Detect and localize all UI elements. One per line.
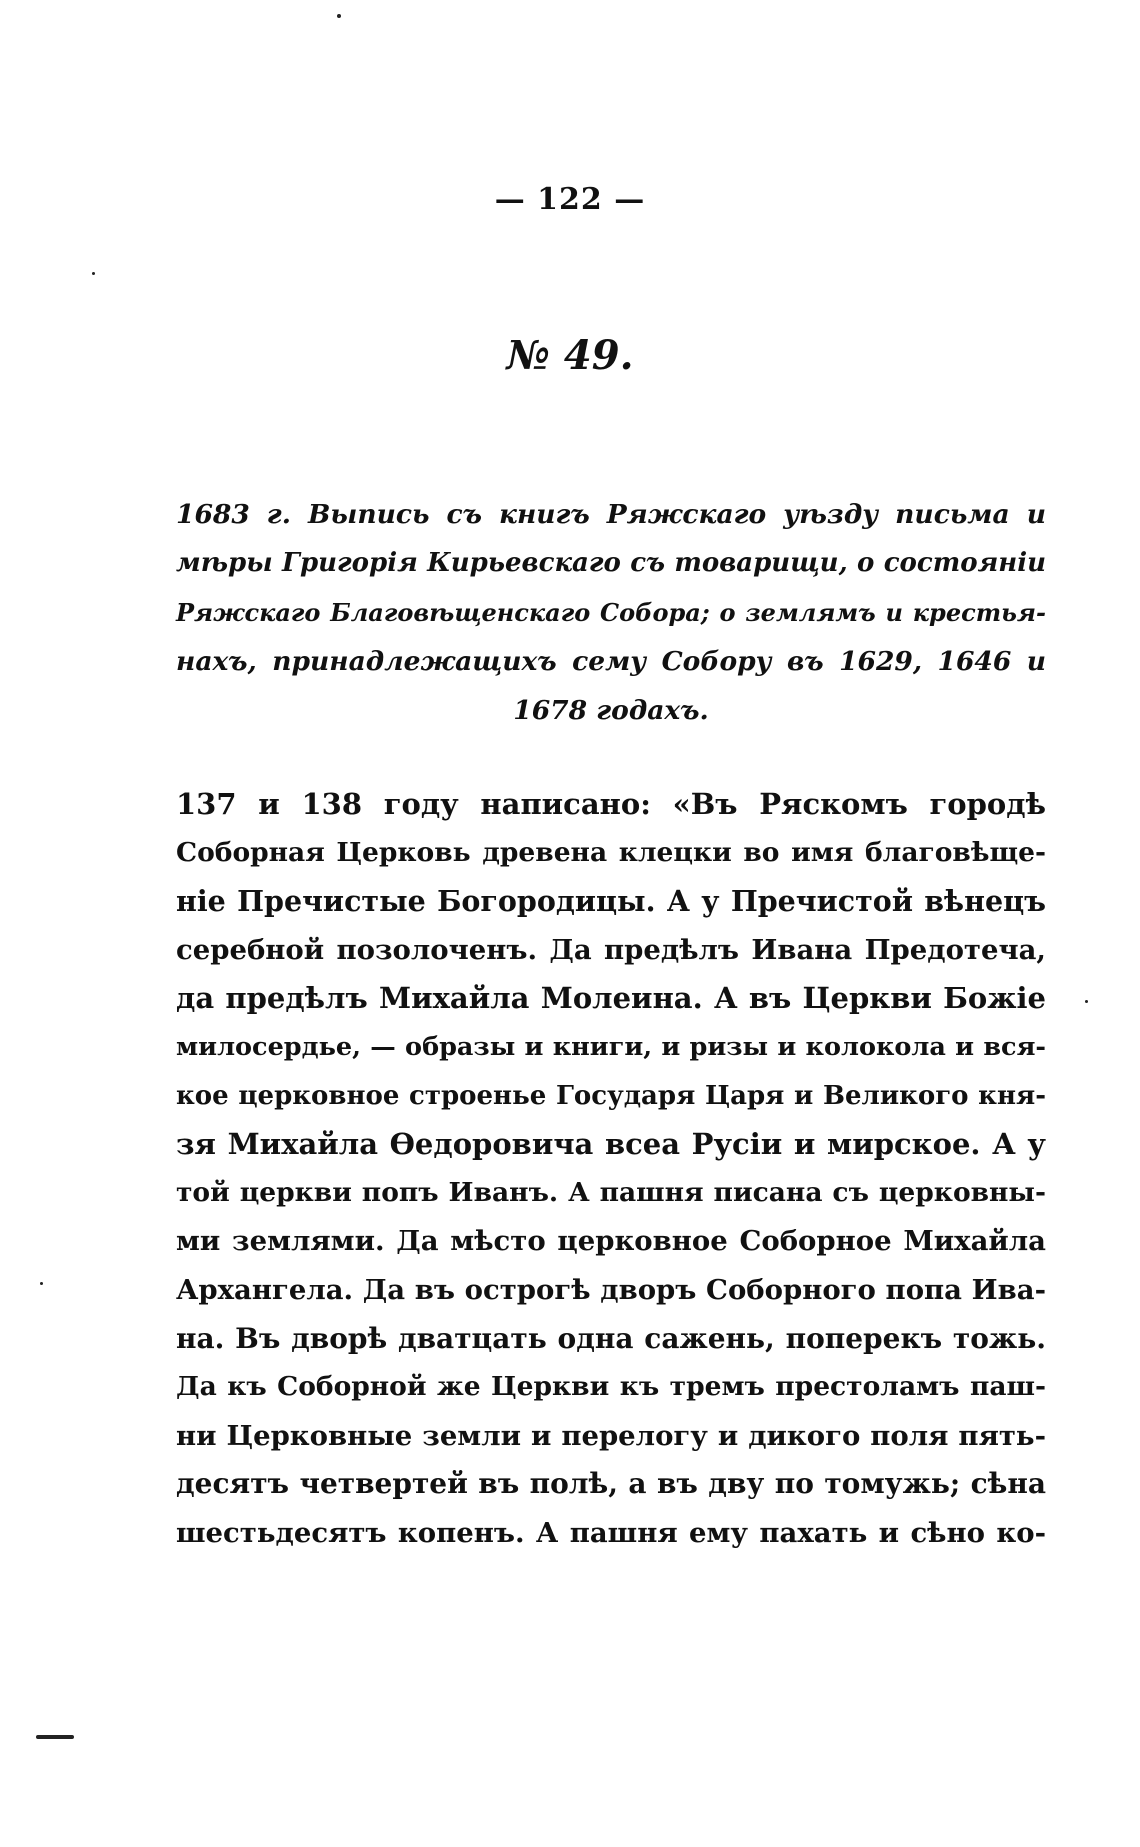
scan-speck [92, 272, 95, 275]
body-line: той церкви попъ Иванъ. А пашня писана съ церковны- [176, 1176, 1046, 1208]
document-number: № 49. [506, 332, 634, 379]
body-line: зя Михайла Ѳедоровича всеа Русіи и мирское. А у [176, 1127, 1046, 1162]
body-line: Да къ Соборной же Церкви къ тремъ престоламъ паш- [176, 1371, 1046, 1403]
body-paragraph [176, 780, 1046, 1558]
body-line: да предѣлъ Михайла Молеина. А въ Церкви Божіе [176, 981, 1046, 1016]
body-line: Соборная Церковь древена клецки во имя благовѣще- [176, 836, 1046, 868]
body-line: шестьдесятъ копенъ. А пашня ему пахать и сѣно ко- [176, 1516, 1046, 1549]
scan-mark [36, 1735, 74, 1739]
body-line: на. Въ дворѣ дватцать одна сажень, поперекъ тожь. [176, 1321, 1046, 1355]
page-number: — 122 — [494, 182, 646, 217]
heading-line: мѣры Григорія Кирьевскаго съ товарищи, о состояніи [176, 548, 1046, 578]
body-line: милосердье, — образы и книги, и ризы и колокола и вся- [176, 1031, 1046, 1062]
body-line: Архангела. Да въ острогѣ дворъ Соборного попа Ива- [176, 1273, 1046, 1306]
body-line: кое церковное строенье Государя Царя и Великого кня- [176, 1080, 1046, 1111]
scan-speck [40, 1282, 43, 1285]
heading-line: 1678 годахъ. [513, 695, 709, 726]
body-line: 137 и 138 году написано: «Въ Ряскомъ городѣ [176, 787, 1046, 821]
body-line: ми землями. Да мѣсто церковное Соборное Михайла [176, 1225, 1046, 1258]
body-line: серебной позолоченъ. Да предѣлъ Ивана Предотеча, [176, 933, 1046, 966]
body-line: ни Церковные земли и перелогу и дикого поля пять- [176, 1419, 1046, 1452]
heading-line: 1683 г. Выпись съ книгъ Ряжскаго уѣзду письма и [176, 499, 1046, 530]
body-line: ніе Пречистые Богородицы. А у Пречистой вѣнецъ [176, 884, 1046, 919]
heading-paragraph [176, 490, 1046, 735]
scan-speck [1085, 1000, 1088, 1003]
heading-line: Ряжскаго Благовѣщенскаго Собора; о землямъ и крестья- [176, 598, 1046, 627]
heading-line: нахъ, принадлежащихъ сему Собору въ 1629, 1646 и [176, 646, 1046, 677]
body-line: десятъ четвертей въ полѣ, а въ дву по томужь; сѣна [176, 1467, 1046, 1501]
scan-speck [337, 14, 341, 18]
